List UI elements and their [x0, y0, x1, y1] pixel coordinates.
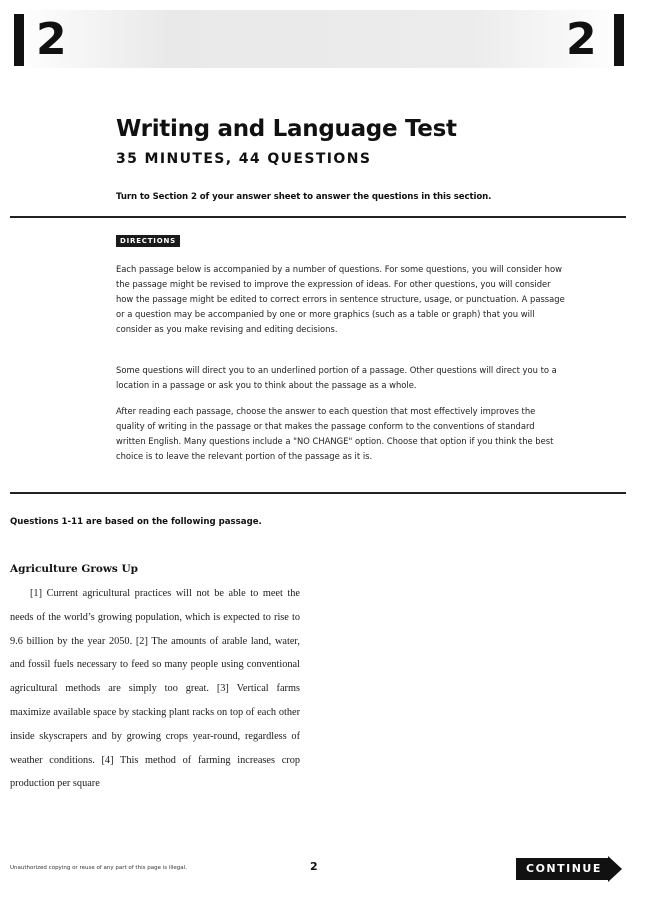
section-instruction: Turn to Section 2 of your answer sheet to answer the questions in this section. [116, 192, 492, 202]
questions-label: Questions 1-11 are based on the following passage. [10, 517, 262, 527]
section-number-left: 2 [36, 14, 67, 65]
continue-button[interactable] [516, 856, 624, 882]
directions-paragraph-3: After reading each passage, choose the answer to each question that most effectively improves the quality of writing in the passage or that makes the passage conform to the conventions of standard written English. Many questions include a "NO CHANGE" option. Choose that option if you think the best choice is to leave the relevant portion of the passage as it is. [116, 406, 554, 461]
section-bar-right [614, 14, 624, 66]
section-bar-left [14, 14, 24, 66]
page-subtitle: 35 MINUTES, 44 QUESTIONS [116, 151, 372, 167]
copyright-note: Unauthorized copying or reuse of any part of this page is illegal. [10, 865, 187, 871]
page-number: 2 [310, 860, 318, 873]
arrow-right-icon [608, 856, 622, 882]
passage-text: [1] Current agricultural practices will not be able to meet the needs of the world’s growing population, which is expected to rise to 9.6 billion by the year 2050. [2] The amounts of arable land, water, and fossil fuels necessary to feed so many people using conventional agricultural methods are simply too great. [3] Vertical farms maximize available space by stacking plant racks on top of each other inside skyscrapers and by growing crops year-round, regardless of weather conditions. [4] This method of farming increases crop production per square [10, 588, 300, 790]
section-header-band [14, 10, 626, 68]
directions-paragraph-2: Some questions will direct you to an underlined portion of a passage. Other questions will direct you to a location in a passage or ask you to think about the passage as a whole. [116, 365, 557, 390]
section-number-right: 2 [566, 14, 597, 65]
passage-title: Agriculture Grows Up [10, 563, 138, 575]
directions-label: DIRECTIONS [116, 235, 180, 247]
divider-bottom [10, 492, 626, 494]
directions-paragraph-1: Each passage below is accompanied by a number of questions. For some questions, you will consider how the passage might be revised to improve the expression of ideas. For other questions, you will consider how the passage might be edited to correct errors in sentence structure, usage, or punctuation. A passage or a question may be accompanied by one or more graphics (such as a table or graph) that you will consider as you make revising and editing decisions. [116, 264, 565, 334]
divider-top [10, 216, 626, 218]
page-title: Writing and Language Test [116, 116, 457, 142]
continue-label: CONTINUE [516, 858, 608, 880]
